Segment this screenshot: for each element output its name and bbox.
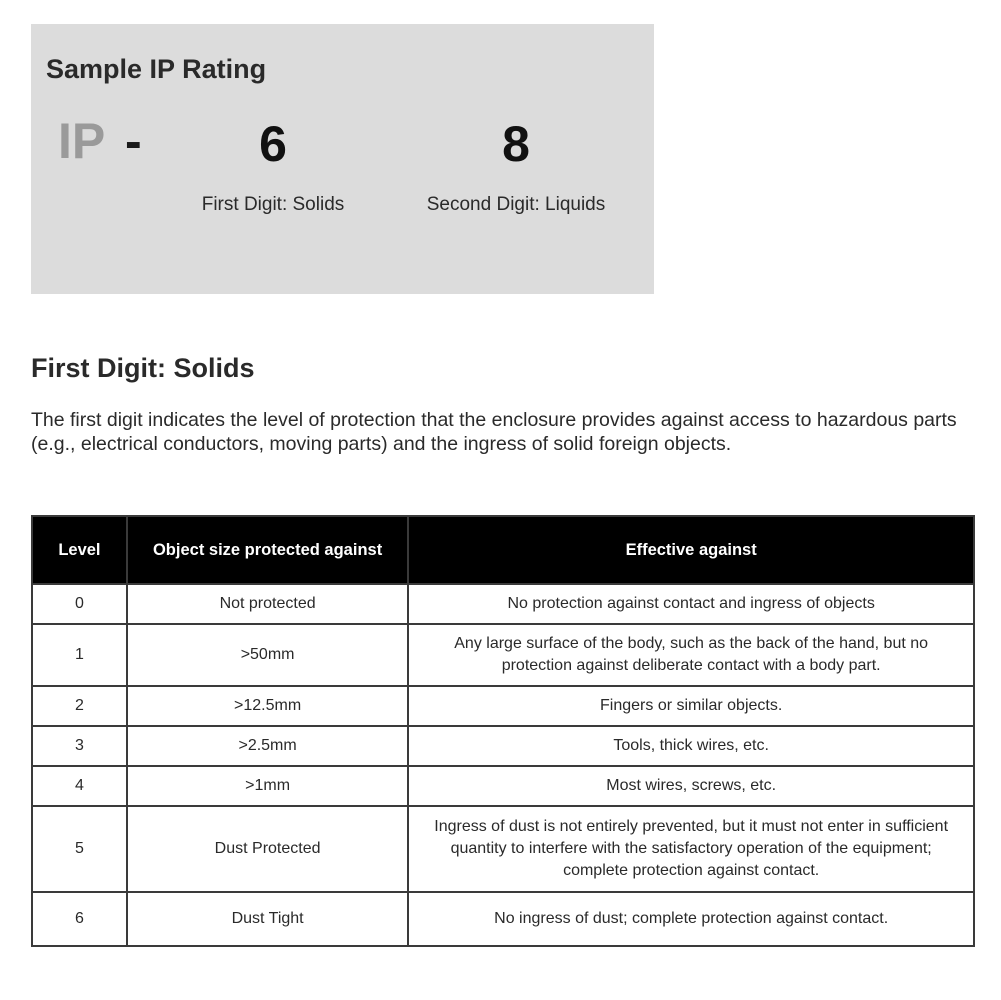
- section-description: The first digit indicates the level of protection that the enclosure provides against access to hazardous parts (e.g., electrical conductors, moving parts) and the ingress of solid foreign objects.: [31, 409, 957, 455]
- cell-size: >2.5mm: [127, 726, 408, 766]
- first-digit-value: 6: [259, 116, 287, 172]
- cell-level: 4: [32, 766, 127, 806]
- second-digit-block: [411, 116, 621, 216]
- cell-size: Not protected: [127, 584, 408, 624]
- cell-level: 5: [32, 806, 127, 892]
- cell-level: 1: [32, 624, 127, 686]
- cell-effective: Ingress of dust is not entirely prevented, but it must not enter in sufficient quantity to interfere with the satisfactory operation of the equipment; complete protection against contact.: [408, 806, 974, 892]
- cell-level: 6: [32, 892, 127, 946]
- cell-effective: No protection against contact and ingress of objects: [408, 584, 974, 624]
- header-level: Level: [32, 516, 127, 584]
- cell-effective: Fingers or similar objects.: [408, 686, 974, 726]
- sample-ip-rating-panel: [31, 24, 654, 294]
- sample-title: Sample IP Rating: [46, 54, 267, 84]
- cell-level: 0: [32, 584, 127, 624]
- first-digit-label: First Digit: Solids: [201, 194, 345, 215]
- second-digit-label: Second Digit: Liquids: [426, 194, 606, 215]
- cell-effective: Tools, thick wires, etc.: [408, 726, 974, 766]
- cell-effective: Most wires, screws, etc.: [408, 766, 974, 806]
- ip-prefix: IP: [58, 113, 106, 169]
- table-row: [32, 584, 974, 624]
- cell-effective: Any large surface of the body, such as the back of the hand, but no protection against deliberate contact with a body part.: [408, 624, 974, 686]
- cell-level: 2: [32, 686, 127, 726]
- ip-dash: -: [125, 113, 142, 169]
- cell-size: >12.5mm: [127, 686, 408, 726]
- table-row: [32, 892, 974, 946]
- table-row: [32, 806, 974, 892]
- table-row: [32, 686, 974, 726]
- table-header-row: [32, 516, 974, 584]
- table-row: [32, 624, 974, 686]
- cell-level: 3: [32, 726, 127, 766]
- first-digit-block: [181, 116, 365, 216]
- header-object-size: Object size protected against: [127, 516, 408, 584]
- table-row: [32, 726, 974, 766]
- cell-size: >1mm: [127, 766, 408, 806]
- section-heading: First Digit: Solids: [31, 353, 255, 383]
- cell-size: >50mm: [127, 624, 408, 686]
- solids-protection-table: [31, 515, 975, 947]
- second-digit-value: 8: [502, 116, 530, 172]
- header-effective-against: Effective against: [408, 516, 974, 584]
- cell-size: Dust Protected: [127, 806, 408, 892]
- table-row: [32, 766, 974, 806]
- cell-effective: No ingress of dust; complete protection against contact.: [408, 892, 974, 946]
- cell-size: Dust Tight: [127, 892, 408, 946]
